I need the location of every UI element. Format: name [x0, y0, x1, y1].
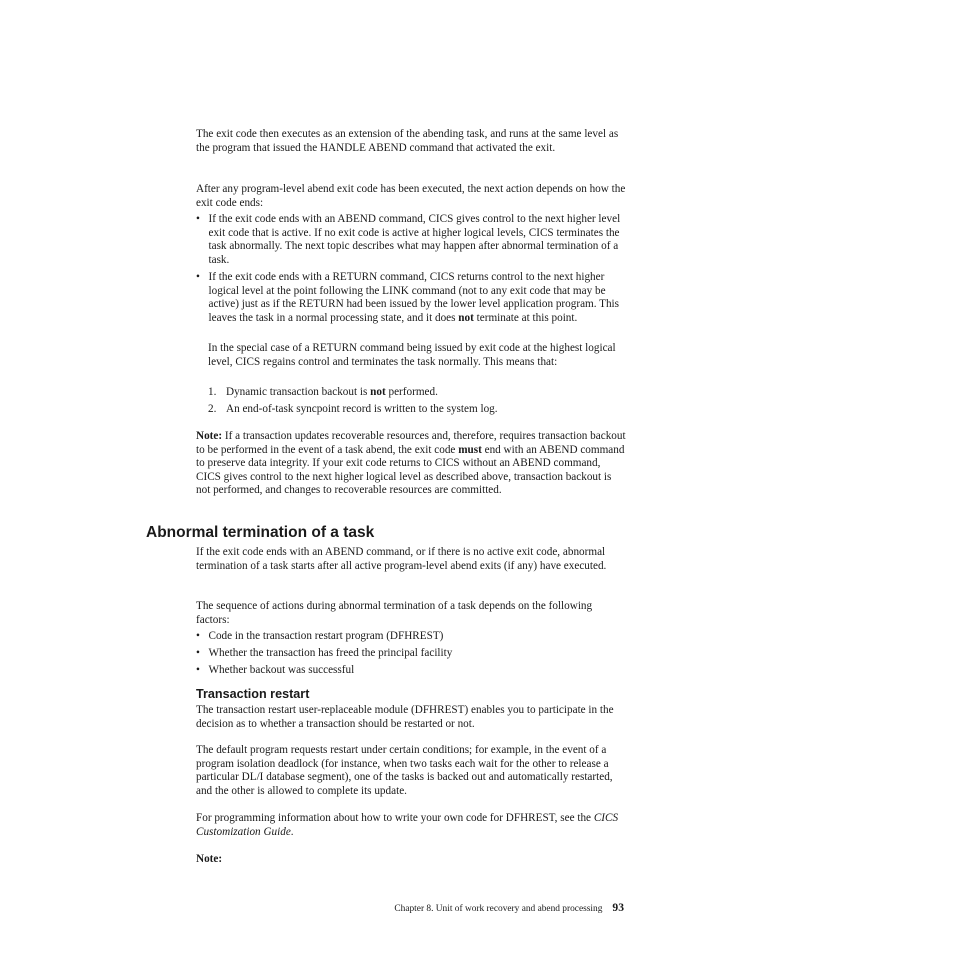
bullet-marker: • — [196, 271, 200, 283]
text-run: If a transaction updates recoverable resources and, therefore, requires transaction backout to be performed in the event of a task abend, the exit code — [196, 430, 626, 456]
list-item-return-command — [196, 271, 628, 325]
paragraph-after-exit-code: After any program-level abend exit code has been executed, the next action depends on how the exit code ends: — [196, 183, 626, 209]
list-item-text: If the exit code ends with an ABEND command, CICS gives control to the next higher level exit code that is active. If no exit code is active at higher logical levels, CICS terminates the task abnormally. The next topic describes what may happen after abnormal termination of a task. — [208, 213, 621, 266]
bullet-marker: • — [196, 664, 200, 676]
note-recoverable-resources — [196, 430, 628, 498]
bullet-marker: • — [196, 213, 200, 225]
note-label: Note: — [196, 853, 223, 865]
section-heading: Abnormal termination of a task — [146, 524, 375, 541]
text-run: performed. — [385, 386, 438, 398]
bold-text: not — [458, 311, 474, 324]
list-item-factor — [196, 647, 628, 661]
text-run: . — [290, 825, 294, 838]
book-title-link: CICS Customization Guide — [196, 812, 619, 838]
note-label: Note: — [196, 430, 223, 442]
text-run: If the exit code ends with a RETURN command, CICS returns control to the next higher logical level at the point following the LINK command (not to any exit code that may be active) just as if the RETURN had been issued by the lower level application program. This leaves the task in a normal processing state, and it does — [208, 271, 620, 324]
list-item-text: Whether backout was successful — [208, 664, 355, 676]
list-item-text: Code in the transaction restart program (DFHREST) — [208, 630, 444, 642]
chapter-title: Chapter 8. Unit of work recovery and abend processing — [394, 904, 603, 914]
paragraph-restart-module: The transaction restart user-replaceable module (DFHREST) enables you to participate in the decision as to whether a transaction should be restarted or not. — [196, 704, 614, 730]
page-footer — [394, 902, 624, 915]
text-run: Dynamic transaction backout is — [226, 386, 371, 398]
paragraph-abnormal-termination: If the exit code ends with an ABEND command, or if there is no active exit code, abnormal termination of a task starts after all active program-level abend exits (if any) have executed. — [196, 546, 607, 572]
list-item-text — [209, 271, 629, 325]
page-number: 93 — [612, 901, 624, 914]
paragraph-default-program: The default program requests restart under certain conditions; for example, in the event of a program isolation deadlock (for instance, when two tasks each wait for the other to release a particular DL/I database segment), one of the tasks is backed out and automatically restarted, and the other is allowed to complete its update. — [196, 744, 613, 797]
paragraph-special-case: In the special case of a RETURN command being issued by exit code at the highest logical level, CICS regains control and terminates the task normally. This means that: — [208, 342, 616, 368]
text-run: end with an ABEND command to preserve data integrity. If your exit code returns to CICS without an ABEND command, CICS gives control to the next higher logical level as described above, transaction backout is not performed, and changes to recoverable resources are committed. — [196, 443, 625, 497]
text-run: terminate at this point. — [473, 311, 578, 324]
note-label-standalone — [196, 853, 628, 867]
number-marker: 2. — [208, 403, 217, 415]
numbered-item-2 — [208, 403, 628, 417]
bullet-marker: • — [196, 630, 200, 642]
paragraph-programming-information — [196, 812, 628, 839]
number-marker: 1. — [208, 386, 217, 398]
text-run: For programming information about how to write your own code for DFHREST, see the — [196, 812, 594, 824]
paragraph-sequence-of-actions: The sequence of actions during abnormal termination of a task depends on the following factors: — [196, 600, 593, 626]
bullet-marker: • — [196, 647, 200, 659]
bold-text: not — [370, 386, 386, 398]
list-item-text: Whether the transaction has freed the principal facility — [208, 647, 453, 659]
numbered-item-text — [226, 386, 628, 400]
bold-text: must — [458, 443, 482, 456]
numbered-item-text: An end-of-task syncpoint record is written to the system log. — [226, 403, 498, 415]
list-item-factor — [196, 664, 628, 678]
subsection-heading: Transaction restart — [196, 687, 310, 701]
paragraph-exit-code-extension: The exit code then executes as an extension of the abending task, and runs at the same level as the program that issued the HANDLE ABEND command that activated the exit. — [196, 128, 619, 154]
numbered-item-1 — [208, 386, 628, 400]
list-item-abend-command — [196, 213, 628, 267]
list-item-factor — [196, 630, 628, 644]
